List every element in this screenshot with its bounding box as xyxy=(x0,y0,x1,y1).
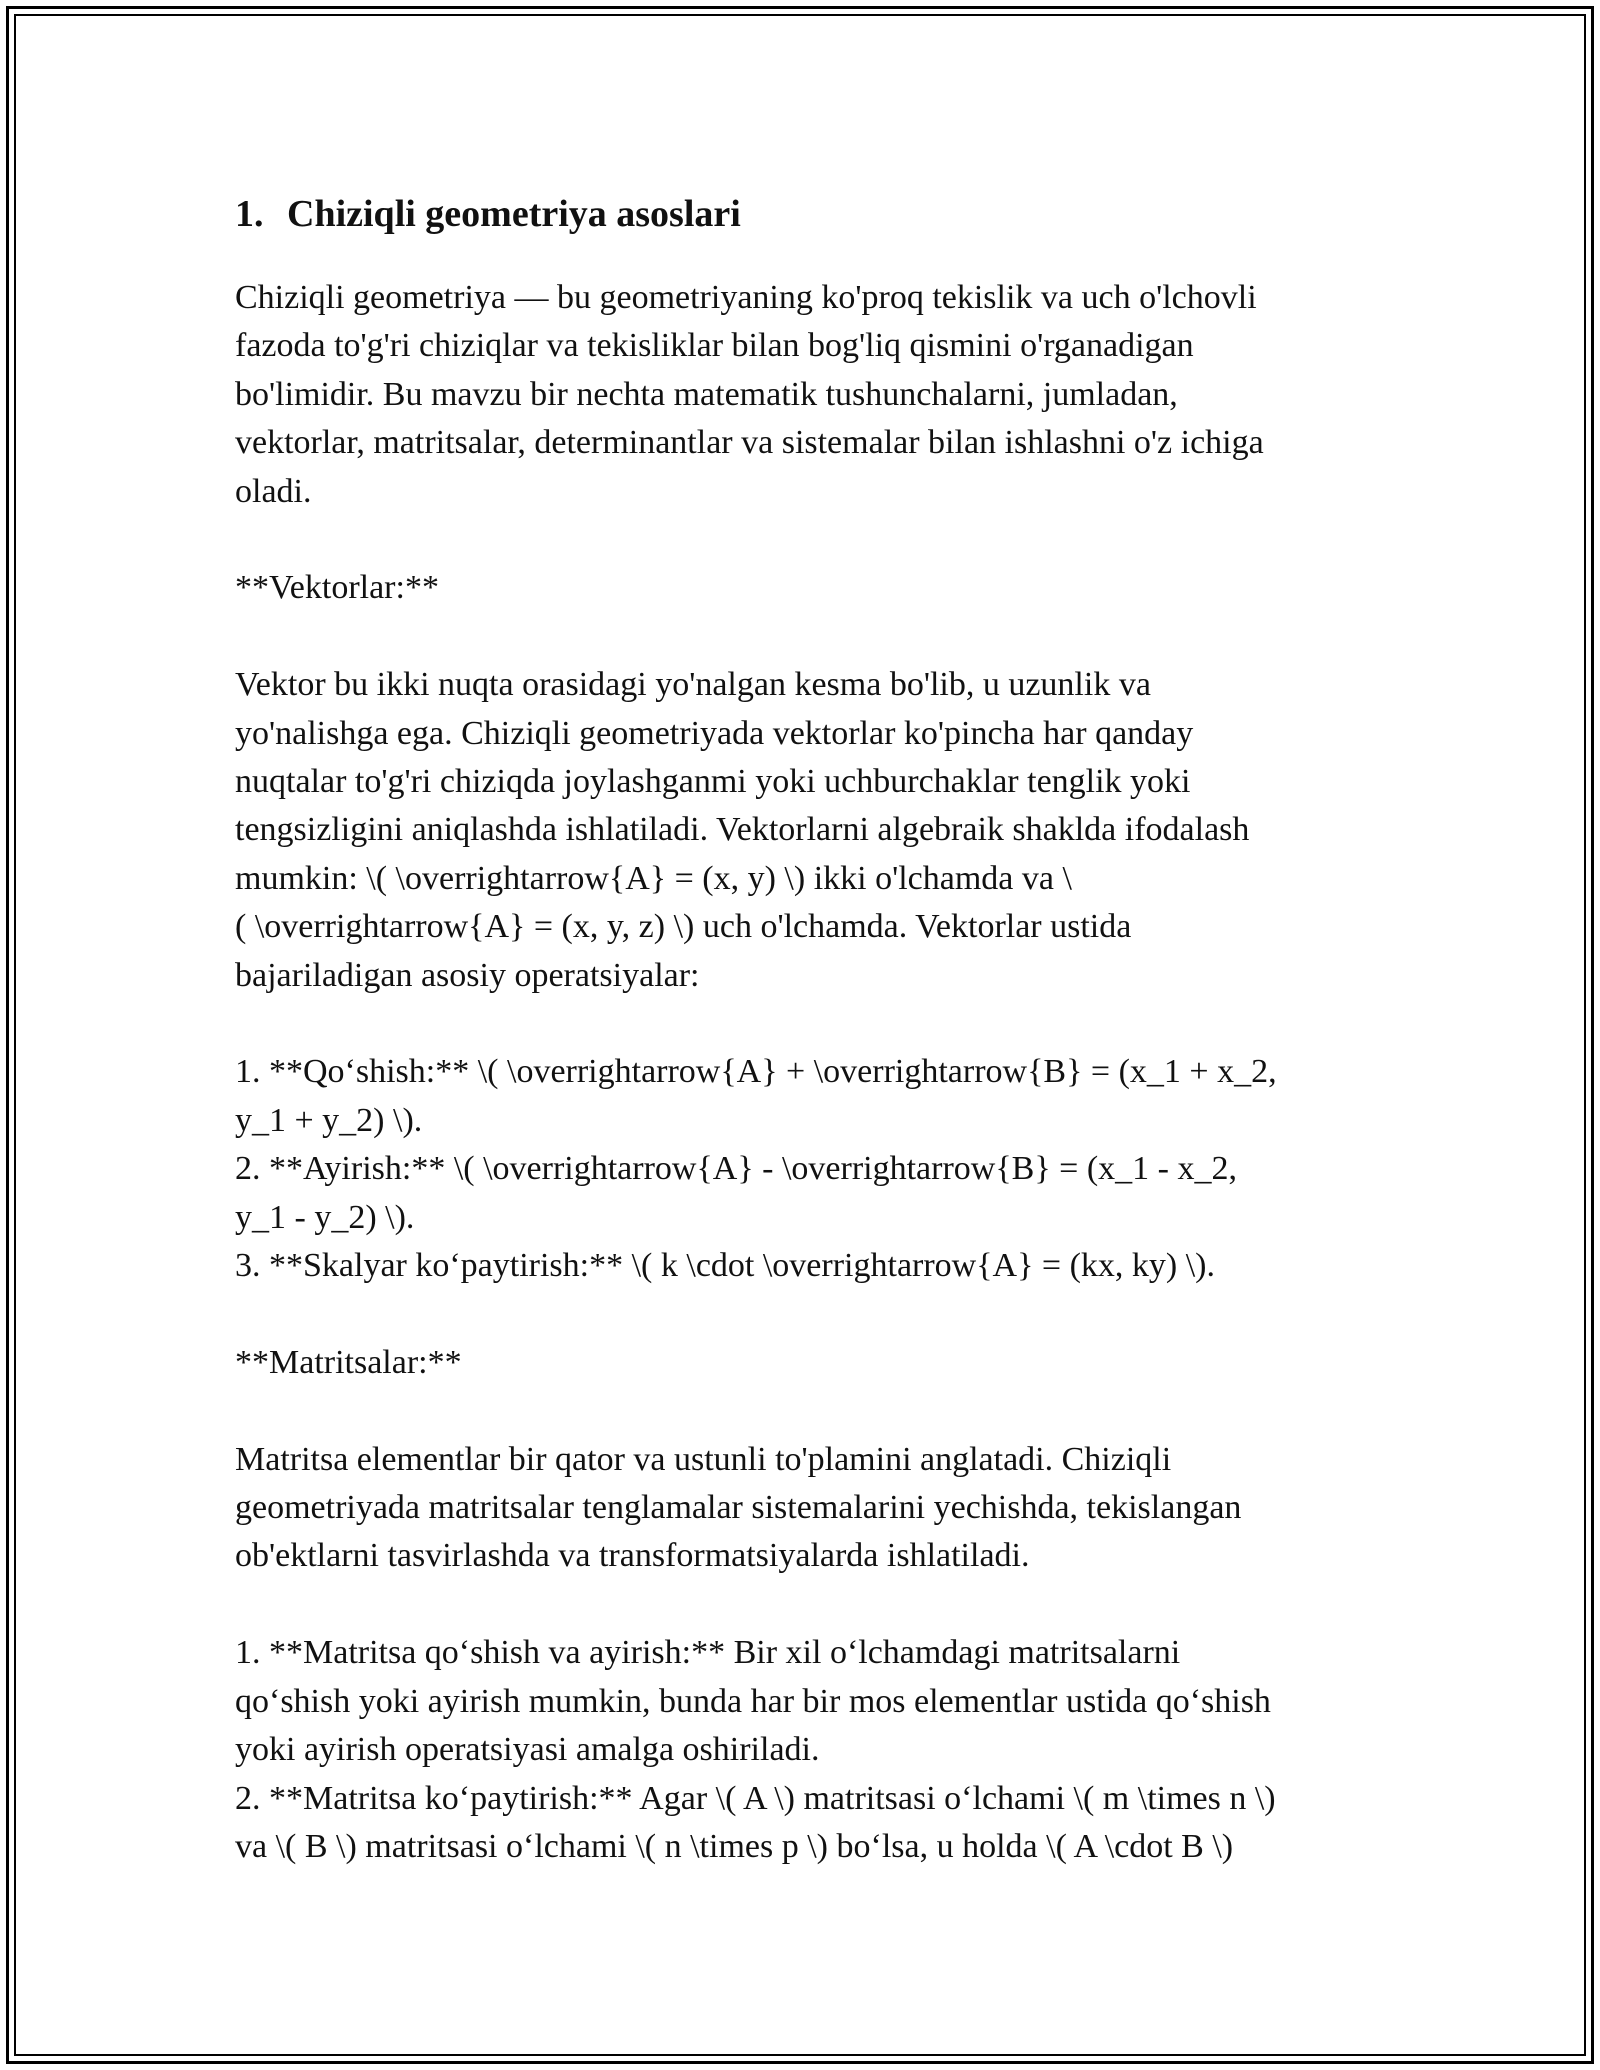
matritsalar-paragraph xyxy=(235,1436,1385,1581)
vektorlar-operations-list xyxy=(235,1048,1385,1290)
intro-paragraph xyxy=(235,274,1385,516)
text-line: **Matritsalar:** xyxy=(235,1343,462,1381)
text-line: oladi. xyxy=(235,472,312,510)
section-title: Chiziqli geometriya asoslari xyxy=(287,193,741,235)
text-line: nuqtalar to'g'ri chiziqda joylashganmi yoki uchburchaklar tenglik yoki xyxy=(235,763,1191,801)
text-line: Matritsa elementlar bir qator va ustunli to'plamini anglatadi. Chiziqli xyxy=(235,1440,1172,1478)
text-line: yo'nalishga ega. Chiziqli geometriyada vektorlar ko'pincha har qanday xyxy=(235,714,1194,752)
list-item: va \( B \) matritsasi o‘lchami \( n \times p \) bo‘lsa, u holda \( A \cdot B \) xyxy=(235,1827,1234,1865)
list-item: 1. **Qo‘shish:** \( \overrightarrow{A} + \overrightarrow{B} = (x_1 + x_2, xyxy=(235,1053,1277,1091)
text-line: Vektor bu ikki nuqta orasidagi yo'nalgan kesma bo'lib, u uzunlik va xyxy=(235,666,1151,704)
section-heading xyxy=(235,184,1385,244)
vektorlar-heading xyxy=(235,564,1385,612)
list-item: 3. **Skalyar ko‘paytirish:** \( k \cdot \overrightarrow{A} = (kx, ky) \). xyxy=(235,1247,1216,1285)
list-item: y_1 - y_2) \). xyxy=(235,1198,415,1236)
list-item: yoki ayirish operatsiyasi amalga oshiriladi. xyxy=(235,1731,820,1769)
text-line: geometriyada matritsalar tenglamalar sistemalarini yechishda, tekislangan xyxy=(235,1489,1242,1527)
section-number: 1. xyxy=(235,193,264,235)
vektorlar-paragraph xyxy=(235,661,1385,1000)
text-line: tengsizligini aniqlashda ishlatiladi. Vektorlarni algebraik shaklda ifodalash xyxy=(235,811,1250,849)
document-body xyxy=(235,184,1385,1871)
list-item: 2. **Matritsa ko‘paytirish:** Agar \( A \) matritsasi o‘lchami \( m \times n \) xyxy=(235,1779,1276,1817)
list-item: y_1 + y_2) \). xyxy=(235,1101,423,1139)
text-line: vektorlar, matritsalar, determinantlar va sistemalar bilan ishlashni o'z ichiga xyxy=(235,424,1264,462)
matritsalar-heading xyxy=(235,1339,1385,1387)
list-item: 1. **Matritsa qo‘shish va ayirish:** Bir xil o‘lchamdagi matritsalarni xyxy=(235,1634,1181,1672)
text-line: ob'ektlarni tasvirlashda va transformatsiyalarda ishlatiladi. xyxy=(235,1537,1030,1575)
text-line: mumkin: \( \overrightarrow{A} = (x, y) \) ikki o'lchamda va \ xyxy=(235,859,1072,897)
text-line: bajariladigan asosiy operatsiyalar: xyxy=(235,956,700,994)
text-line: bo'limidir. Bu mavzu bir nechta matematik tushunchalarni, jumladan, xyxy=(235,375,1178,413)
text-line: **Vektorlar:** xyxy=(235,569,439,607)
list-item: 2. **Ayirish:** \( \overrightarrow{A} - \overrightarrow{B} = (x_1 - x_2, xyxy=(235,1150,1237,1188)
text-line: fazoda to'g'ri chiziqlar va tekisliklar bilan bog'liq qismini o'rganadigan xyxy=(235,327,1194,365)
list-item: qo‘shish yoki ayirish mumkin, bunda har bir mos elementlar ustida qo‘shish xyxy=(235,1682,1271,1720)
text-line: Chiziqli geometriya — bu geometriyaning ko'proq tekislik va uch o'lchovli xyxy=(235,279,1257,316)
matritsalar-operations-list xyxy=(235,1629,1385,1871)
text-line: ( \overrightarrow{A} = (x, y, z) \) uch o'lchamda. Vektorlar ustida xyxy=(235,908,1132,946)
